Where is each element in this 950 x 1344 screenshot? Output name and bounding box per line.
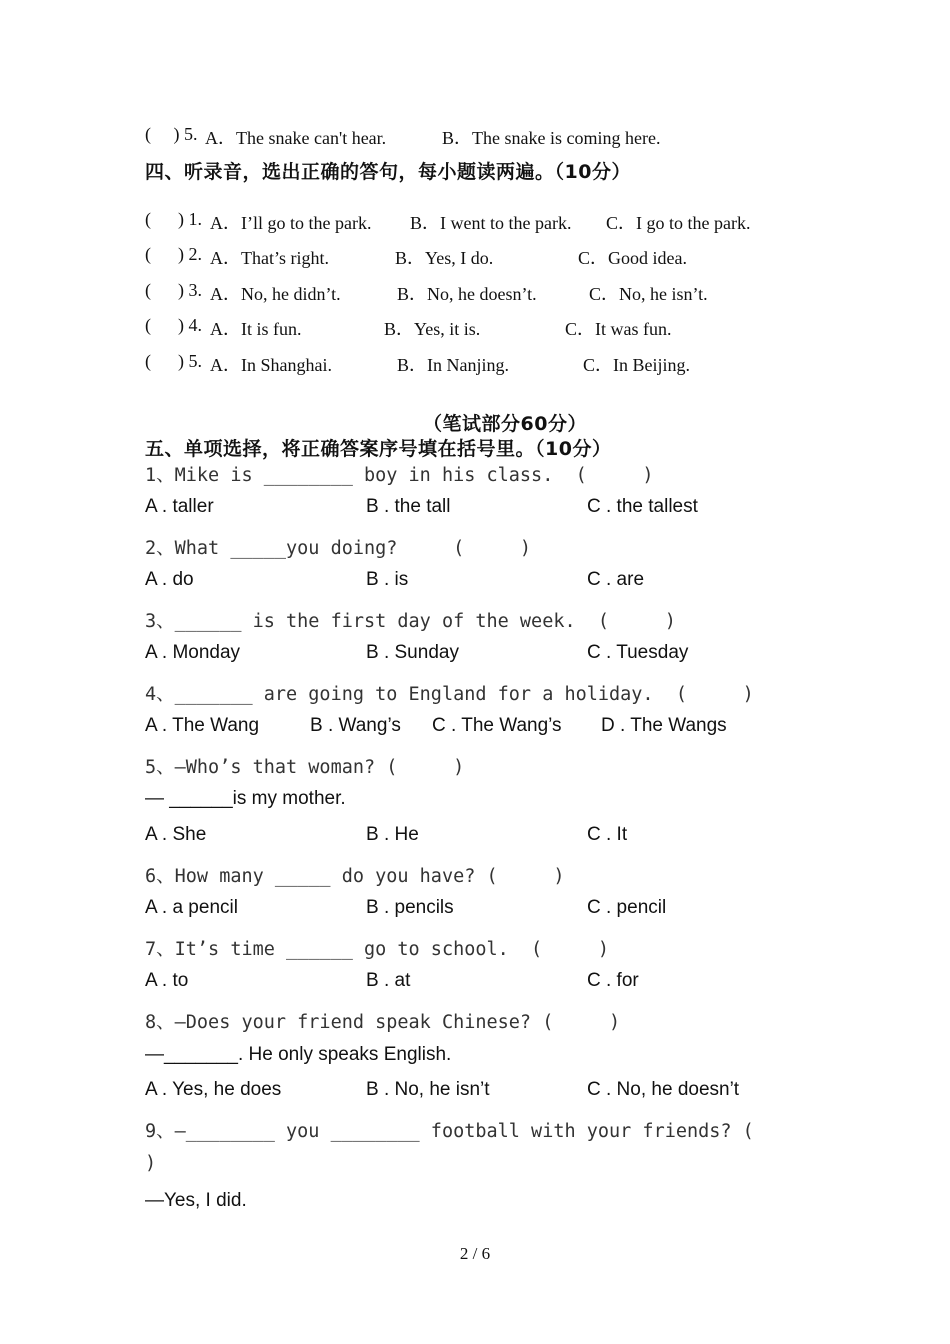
s5-q7-c: C . for	[587, 970, 639, 991]
s5-q6-b: B . pencils	[366, 897, 454, 918]
s5-q9-stem: 9、—________ you ________ football with your friends? (	[145, 1121, 754, 1142]
s5-q2-a: A . do	[145, 569, 194, 590]
page-number: 2 / 6	[459, 1244, 491, 1263]
section4-heading: 四、听录音，选出正确的答句，每小题读两遍。（10分）	[145, 161, 631, 183]
s5-q9-stem-cont: )	[145, 1153, 157, 1174]
s4-q2-a: A．That’s right.	[210, 248, 329, 268]
s5-q4-d: D . The Wangs	[601, 715, 727, 736]
s5-q1-b: B . the tall	[366, 496, 451, 517]
s5-q2-b: B . is	[366, 569, 409, 590]
s5-q3-c: C . Tuesday	[587, 642, 689, 663]
s4-q1-c: C．I go to the park.	[606, 213, 751, 233]
s4-q4-b: B．Yes, it is.	[384, 319, 481, 339]
s4-q5-c: C．In Beijing.	[583, 355, 690, 375]
s5-q1-stem: 1、Mike is ________ boy in his class. ( )	[145, 465, 654, 486]
s3-q5-option-b: B．The snake is coming here.	[442, 128, 661, 148]
s4-q4-paren: ( ) 4.	[145, 315, 202, 335]
s5-q4-a: A . The Wang	[145, 715, 260, 736]
s5-q8-c: C . No, he doesn’t	[587, 1079, 740, 1100]
s4-q2-c: C．Good idea.	[578, 248, 687, 268]
s5-q8-a: A . Yes, he does	[145, 1079, 282, 1100]
s5-q6-c: C . pencil	[587, 897, 667, 918]
s4-q1-a: A．I’ll go to the park.	[210, 213, 372, 233]
s4-q3-a: A．No, he didn’t.	[210, 284, 341, 304]
s5-q9-reply: —Yes, I did.	[145, 1190, 247, 1211]
s4-q2-paren: ( ) 2.	[145, 244, 202, 264]
s5-q1-a: A . taller	[145, 496, 214, 517]
s4-q2-b: B．Yes, I do.	[395, 248, 494, 268]
s3-q5-option-a: A．The snake can't hear.	[205, 128, 387, 148]
s4-q1-b: B．I went to the park.	[410, 213, 572, 233]
s5-q1-c: C . the tallest	[587, 496, 698, 517]
s5-q3-a: A . Monday	[145, 642, 241, 663]
s5-q5-stem: 5、—Who’s that woman? ( )	[145, 757, 465, 778]
s5-q3-b: B . Sunday	[366, 642, 459, 663]
s5-q3-stem: 3、______ is the first day of the week. ( )	[145, 611, 676, 632]
s5-q4-c: C . The Wang’s	[432, 715, 562, 736]
s5-q5-a: A . She	[145, 824, 207, 845]
s5-q7-b: B . at	[366, 970, 411, 991]
s4-q3-paren: ( ) 3.	[145, 280, 202, 300]
s4-q5-paren: ( ) 5.	[145, 351, 202, 371]
written-part-title: （笔试部分60分）	[423, 413, 587, 435]
s5-q4-b: B . Wang’s	[310, 715, 401, 736]
s5-q2-stem: 2、What _____you doing? ( )	[145, 538, 532, 559]
s5-q4-stem: 4、_______ are going to England for a holiday. ( )	[145, 684, 754, 705]
s4-q3-c: C．No, he isn’t.	[589, 284, 708, 304]
s5-q5-c: C . It	[587, 824, 628, 845]
s5-q6-a: A . a pencil	[145, 897, 238, 918]
s5-q7-a: A . to	[145, 970, 189, 991]
s5-q8-reply: —_______. He only speaks English.	[145, 1044, 452, 1065]
s4-q4-c: C．It was fun.	[565, 319, 672, 339]
s5-q8-b: B . No, he isn’t	[366, 1079, 490, 1100]
s4-q5-a: A．In Shanghai.	[210, 355, 332, 375]
s4-q1-paren: ( ) 1.	[145, 209, 202, 229]
s5-q5-reply: — ______is my mother.	[145, 788, 346, 809]
s4-q5-b: B．In Nanjing.	[397, 355, 509, 375]
section5-heading: 五、单项选择，将正确答案序号填在括号里。（10分）	[145, 438, 612, 460]
s5-q7-stem: 7、It’s time ______ go to school. ( )	[145, 939, 610, 960]
s4-q3-b: B．No, he doesn’t.	[397, 284, 537, 304]
s5-q6-stem: 6、How many _____ do you have? ( )	[145, 866, 565, 887]
s5-q8-stem: 8、—Does your friend speak Chinese? ( )	[145, 1012, 621, 1033]
s5-q5-b: B . He	[366, 824, 419, 845]
s3-q5-paren: ( ) 5.	[145, 124, 198, 144]
s5-q2-c: C . are	[587, 569, 645, 590]
s4-q4-a: A．It is fun.	[210, 319, 302, 339]
